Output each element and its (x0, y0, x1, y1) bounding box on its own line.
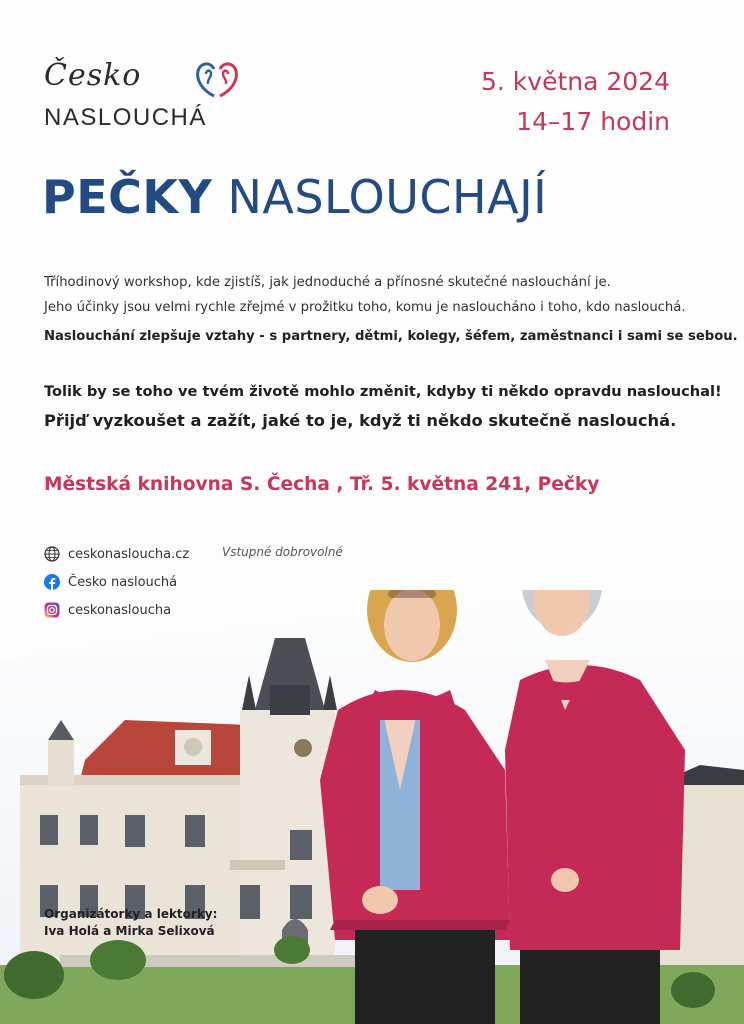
globe-icon (44, 546, 60, 562)
entry-fee-note: Vstupné dobrovolné (222, 545, 343, 559)
facebook-icon (44, 574, 60, 590)
page-title (42, 170, 722, 224)
event-time: 14–17 hodin (516, 107, 670, 136)
title-bold: PEČKY (42, 170, 213, 224)
intro-line-bold: Naslouchání zlepšuje vztahy - s partnery, dětmi, kolegy, šéfem, zaměstnanci i sami se sebou. (44, 329, 738, 344)
instagram-text: ceskonaslouchа (68, 602, 172, 618)
call-to-action (44, 378, 722, 436)
bush (90, 940, 146, 980)
logo (44, 58, 244, 138)
intro-text (44, 270, 738, 349)
bush (4, 951, 64, 999)
intro-line: Jeho účinky jsou velmi rychle zřejmé v prožitku toho, komu je nasloucháno i toho, kdo naslouchá. (44, 300, 686, 315)
call-line-1: Tolik by se toho ve tvém životě mohlo změnit, kdyby ti někdo opravdu naslouchal! (44, 383, 722, 400)
ears-heart-icon (192, 60, 242, 100)
facebook-text: Česko naslouchá (68, 574, 178, 590)
bush (274, 936, 310, 964)
organizers (44, 906, 217, 940)
title-regular: NASLOUCHAJÍ (227, 170, 548, 224)
organizers-label: Organizátorky a lektorky: (44, 907, 218, 921)
event-datetime (481, 62, 670, 142)
contact-website[interactable] (44, 540, 189, 568)
venue-address: Městská knihovna S. Čecha , Tř. 5. května 241, Pečky (44, 474, 600, 495)
organizers-names: Iva Holá a Mirka Selixová (44, 924, 215, 938)
logo-wordmark: NASLOUCHÁ (44, 104, 207, 131)
event-date: 5. května 2024 (481, 67, 670, 96)
website-text: ceskonaslouchа.cz (68, 546, 190, 562)
intro-line: Tříhodinový workshop, kde zjistíš, jak jednoduché a přínosné skutečné naslouchání je. (44, 275, 611, 290)
photo-illustration (0, 590, 744, 1024)
logo-script-text: Česko (44, 58, 142, 93)
call-line-2: Přijď vyzkoušet a zažít, jaké to je, když ti někdo skutečně naslouchá. (44, 411, 677, 430)
bush (671, 972, 715, 1008)
